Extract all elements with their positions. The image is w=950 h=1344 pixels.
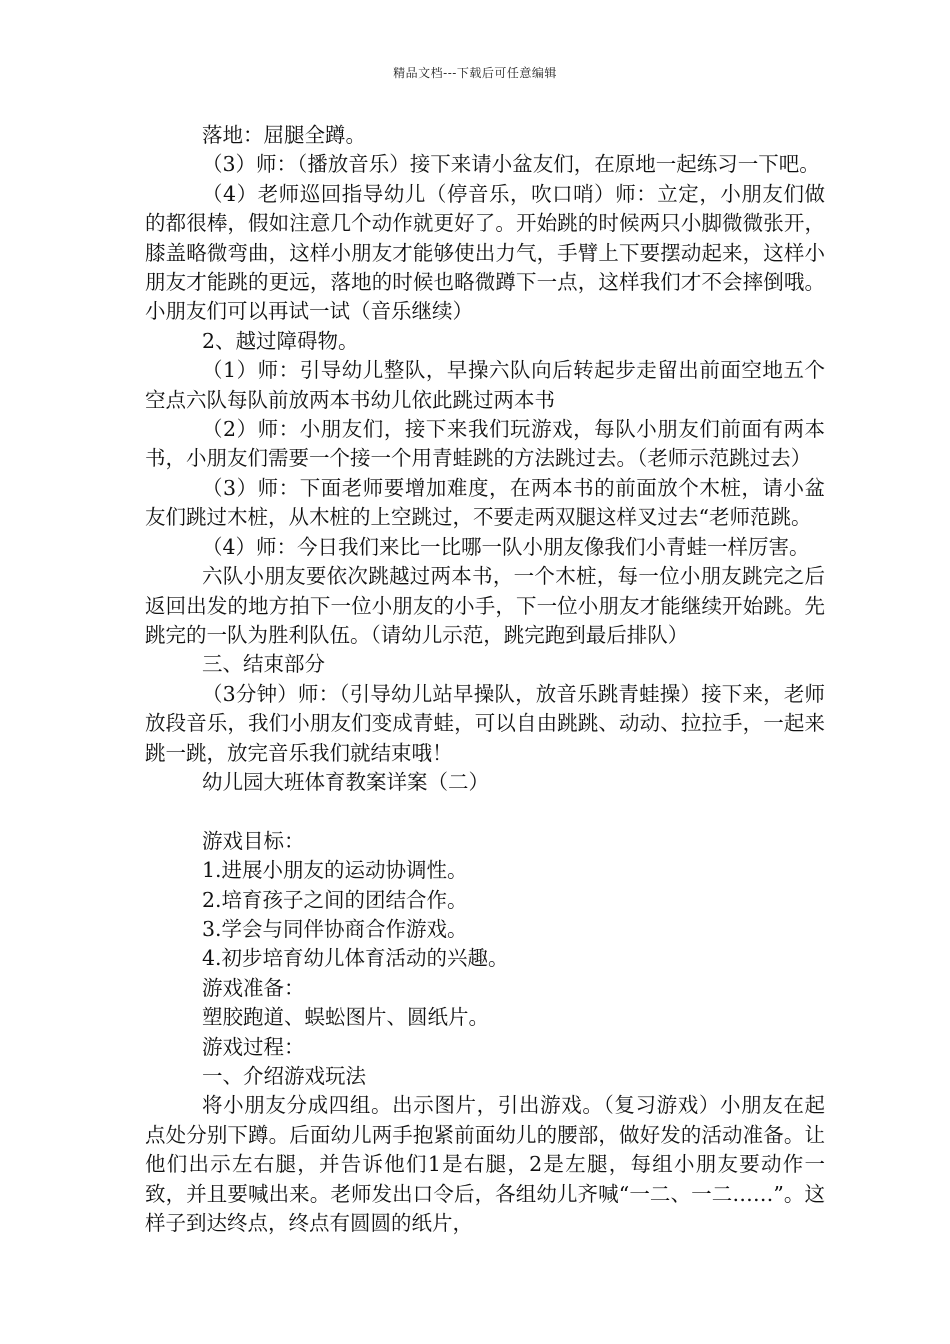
blank-line	[145, 797, 825, 826]
document-body	[145, 121, 825, 1238]
paragraph-obstacle-step-2: （2）师：小朋友们，接下来我们玩游戏，每队小朋友们前面有两本书，小朋友们需要一个接一个用青蛙跳的方法跳过去。（老师示范跳过去）	[145, 417, 825, 471]
paragraph-game-instructions: 将小朋友分成四组。出示图片，引出游戏。（复习游戏）小朋友在起点处分别下蹲。后面幼儿两手抱紧前面幼儿的腰部，做好发的活动准备。让他们出示左右腿，并告诉他们1是右腿，2是左腿，每组小朋友要动作一致，并且要喊出来。老师发出口令后，各组幼儿齐喊“一二、一二……”。这样子到达终点，终点有圆圆的纸片，	[145, 1093, 825, 1236]
goal-item: 1.进展小朋友的运动协调性。	[202, 858, 468, 883]
section-heading-obstacles: 2、越过障碍物。	[202, 328, 359, 353]
paragraph-obstacle-step-1: （1）师：引导幼儿整队，早操六队向后转起步走留出前面空地五个空点六队每队前放两本书幼儿依此跳过两本书	[145, 358, 825, 412]
goal-item: 3.学会与同伴协商合作游戏。	[202, 916, 468, 941]
paragraph-step-3-music: （3）师：（播放音乐）接下来请小盆友们，在原地一起练习一下吧。	[202, 152, 820, 177]
preparation-materials: 塑胶跑道、蜈蚣图片、圆纸片。	[202, 1005, 489, 1030]
paragraph-landing: 落地：屈腿全蹲。	[202, 123, 366, 147]
heading-game-preparation: 游戏准备：	[202, 975, 305, 1000]
heading-game-process: 游戏过程：	[202, 1034, 305, 1059]
section-heading-introduce-game: 一、介绍游戏玩法	[202, 1063, 366, 1088]
paragraph-ending: （3分钟）师：（引导幼儿站早操队，放音乐跳青蛙操）接下来，老师放段音乐，我们小朋友们变成青蛙，可以自由跳跳、动动、拉拉手，一起来跳一跳，放完音乐我们就结束哦！	[145, 681, 825, 765]
paragraph-step-4-guidance: （4）老师巡回指导幼儿（停音乐，吹口哨）师：立定，小朋友们做的都很棒，假如注意几个动作就更好了。开始跳的时候两只小脚微微张开，膝盖略微弯曲，这样小朋友才能够使出力气，手臂上下要摆动起来，这样小朋友才能跳的更远，落地的时候也略微蹲下一点，这样我们才不会摔倒哦。小朋友们可以再试一试（音乐继续）	[145, 181, 825, 324]
heading-game-goals: 游戏目标：	[202, 828, 305, 853]
page-header: 精品文档---下载后可任意编辑	[393, 66, 557, 80]
section-heading-ending: 三、结束部分	[202, 652, 325, 677]
paragraph-obstacle-step-3: （3）师：下面老师要增加难度，在两本书的前面放个木桩，请小盆友们跳过木桩，从木桩的上空跳过，不要走两双腿这样叉过去“老师范跳。	[145, 475, 825, 530]
paragraph-obstacle-step-4: （4）师：今日我们来比一比哪一队小朋友像我们小青蛙一样厉害。	[202, 534, 810, 559]
goal-item: 4.初步培育幼儿体育活动的兴趣。	[202, 946, 509, 971]
lesson-title-part-two: 幼儿园大班体育教案详案（二）	[202, 769, 489, 794]
paragraph-relay-rules: 六队小朋友要依次跳越过两本书，一个木桩，每一位小朋友跳完之后返回出发的地方拍下一位小朋友的小手，下一位小朋友才能继续开始跳。先跳完的一队为胜利队伍。（请幼儿示范，跳完跑到最后排队）	[145, 564, 825, 647]
goal-item: 2.培育孩子之间的团结合作。	[202, 887, 468, 912]
